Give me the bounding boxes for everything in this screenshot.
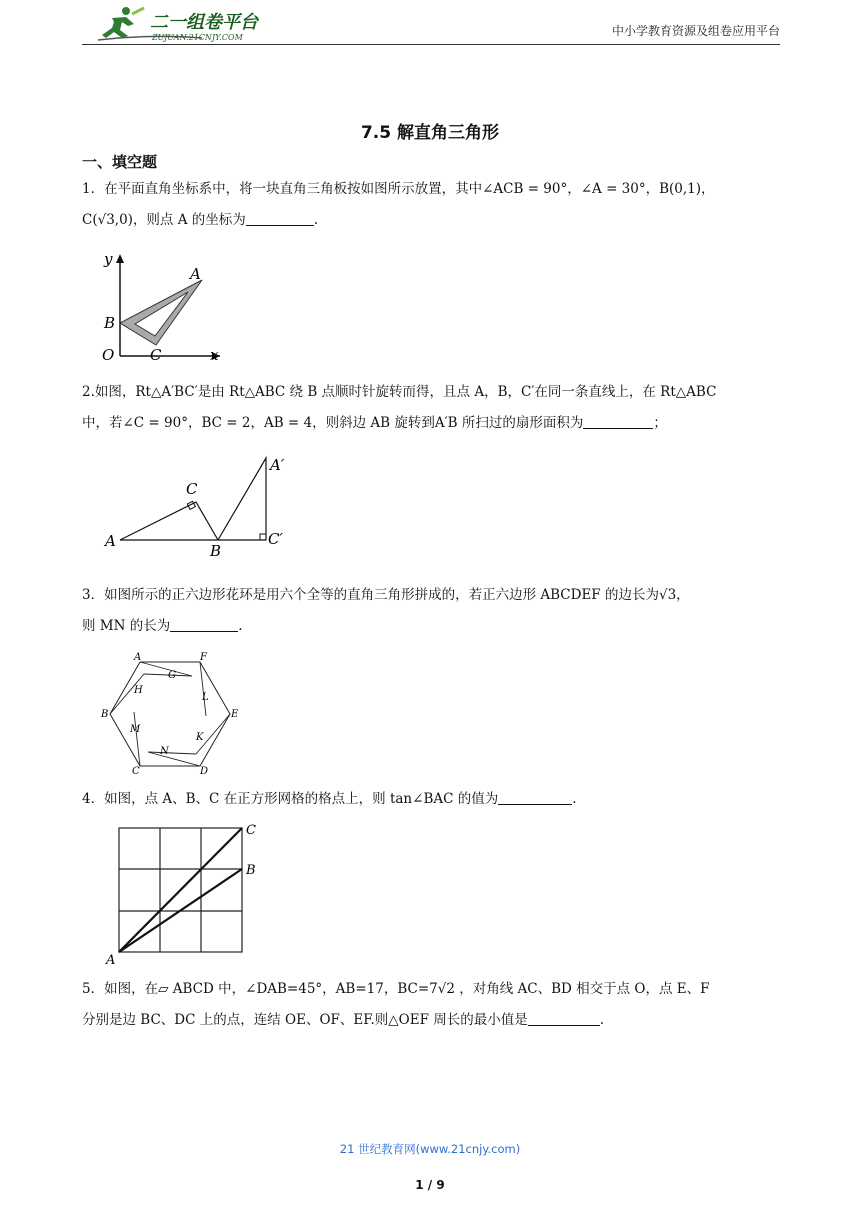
question-4: 4．如图，点 A、B、C 在正方形网格的格点上，则 tan∠BAC 的值为 . — [82, 791, 577, 807]
answer-blank — [528, 1011, 600, 1026]
q2-line2: 中，若∠C = 90°，BC = 2，AB = 4，则斜边 AB 旋转到A′B 所扫过的扇形面积为 — [82, 415, 584, 431]
svg-text:B: B — [101, 709, 109, 720]
answer-blank — [498, 790, 572, 805]
question-3: 3．如图所示的正六边形花环是用六个全等的直角三角形拼成的，若正六边形 ABCDEF 的边长为√3， 则 MN 的长为 . — [82, 580, 782, 642]
svg-text:B: B — [210, 542, 222, 560]
q2-line1: 2.如图，Rt△A′BC′是由 Rt△ABC 绕 B 点顺时针旋转而得，且点 A，B，C′在同一条直线上，在 Rt△ABC — [82, 384, 717, 400]
svg-text:x: x — [210, 346, 219, 364]
svg-text:A: A — [134, 652, 142, 663]
svg-text:O: O — [102, 346, 115, 364]
q5-line1: 5．如图，在▱ ABCD 中，∠DAB=45°，AB=17，BC=7√2 ，对角线 AC、BD 相交于点 O，点 E、F — [82, 981, 710, 997]
page-header — [82, 0, 780, 45]
svg-text:A′: A′ — [270, 456, 285, 474]
q3-line1: 3．如图所示的正六边形花环是用六个全等的直角三角形拼成的，若正六边形 ABCDEF 的边长为√3， — [82, 587, 690, 603]
svg-text:N: N — [160, 746, 169, 757]
question-2: 2.如图，Rt△A′BC′是由 Rt△ABC 绕 B 点顺时针旋转而得，且点 A，B，C′在同一条直线上，在 Rt△ABC 中，若∠C = 90°，BC = 2，AB = 4，则斜边 AB 旋转到A′B 所扫过的扇形面积为 ； — [82, 377, 782, 439]
q5-line2: 分别是边 BC、DC 上的点，连结 OE、OF、EF.则△OEF 周长的最小值是 — [82, 1012, 528, 1028]
svg-text:F: F — [200, 652, 207, 663]
answer-blank — [583, 414, 653, 429]
svg-text:C′: C′ — [268, 530, 283, 548]
svg-text:B: B — [246, 863, 256, 878]
svg-text:K: K — [196, 732, 204, 743]
logo — [92, 4, 292, 42]
svg-text:B: B — [104, 314, 116, 332]
q4-line1: 4．如图，点 A、B、C 在正方形网格的格点上，则 tan∠BAC 的值为 — [82, 791, 499, 807]
svg-text:y: y — [104, 250, 113, 268]
answer-blank — [170, 617, 238, 632]
q4-figure — [100, 818, 270, 968]
q1-line2: C(√3,0)，则点 A 的坐标为 — [82, 212, 246, 228]
footer-link[interactable]: 21 世纪教育网(www.21cnjy.com) — [339, 1142, 521, 1156]
svg-text:G: G — [168, 670, 176, 681]
svg-text:ZUJUAN.21CNJY.COM: ZUJUAN.21CNJY.COM — [152, 33, 243, 42]
svg-text:C: C — [132, 766, 140, 776]
svg-text:C: C — [246, 823, 256, 838]
svg-text:A: A — [190, 265, 201, 283]
question-1: 1．在平面直角坐标系中，将一块直角三角板按如图所示放置，其中∠ACB = 90°，∠A = 30°，B(0,1)， C(√3,0)，则点 A 的坐标为 . — [82, 174, 782, 236]
page-number: 1 / 9 — [415, 1178, 445, 1192]
svg-text:C: C — [150, 346, 162, 364]
page-title: 7.5 解直角三角形 — [360, 123, 500, 143]
svg-text:C: C — [186, 480, 198, 498]
q1-line1: 1．在平面直角坐标系中，将一块直角三角板按如图所示放置，其中∠ACB = 90°，∠A = 30°，B(0,1)， — [82, 181, 715, 197]
svg-text:L: L — [202, 692, 209, 703]
section-heading: 一、填空题 — [82, 153, 158, 171]
question-5: 5．如图，在▱ ABCD 中，∠DAB=45°，AB=17，BC=7√2 ，对角线 AC、BD 相交于点 O，点 E、F 分别是边 BC、DC 上的点，连结 OE、OF、EF.则△OEF 周长的最小值是 . — [82, 974, 782, 1036]
q3-figure — [100, 648, 240, 776]
svg-text:二一组卷平台: 二一组卷平台 — [150, 12, 258, 33]
svg-text:M: M — [130, 724, 141, 735]
q1-figure — [98, 248, 228, 366]
svg-text:A: A — [106, 953, 116, 968]
answer-blank — [246, 211, 314, 226]
svg-text:A: A — [105, 532, 116, 550]
header-right-text: 中小学教育资源及组卷应用平台 — [611, 24, 780, 38]
q3-line2: 则 MN 的长为 — [82, 618, 171, 634]
svg-text:H: H — [134, 685, 143, 696]
svg-text:E: E — [231, 709, 239, 720]
q2-figure — [100, 450, 300, 560]
svg-text:D: D — [200, 766, 209, 776]
